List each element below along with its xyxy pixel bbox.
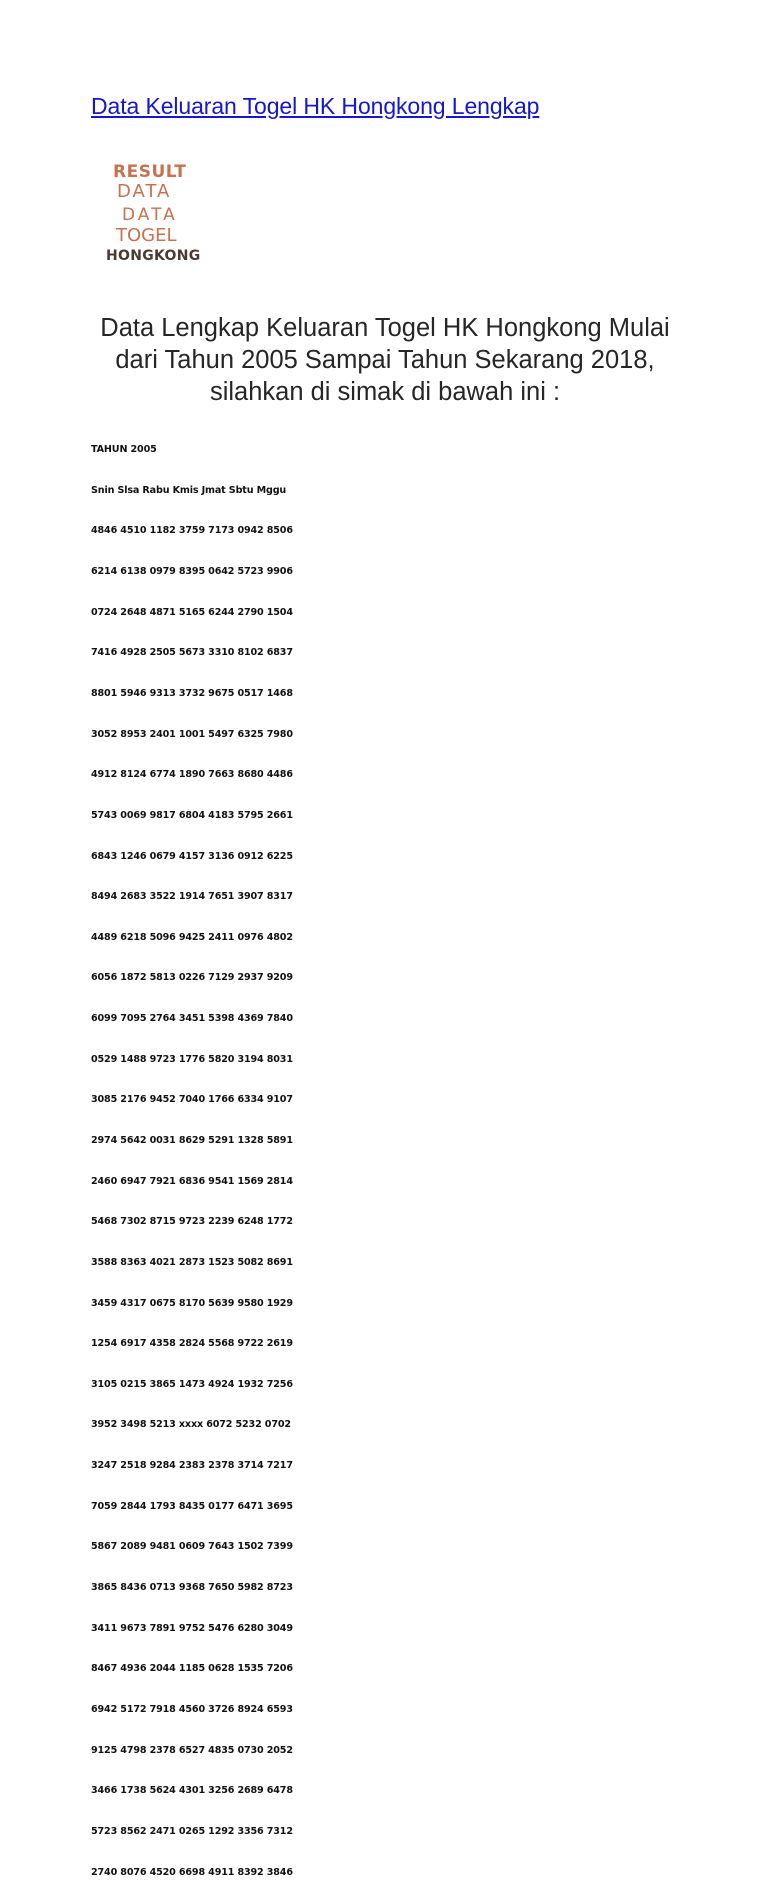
page-heading: Data Lengkap Keluaran Togel HK Hongkong Mulai dari Tahun 2005 Sampai Tahun Sekarang 2018, silahkan di simak di bawah ini : (100, 314, 670, 406)
table-row: 6099 7095 2764 3451 5398 4369 7840 (91, 1013, 293, 1025)
table-row: 3052 8953 2401 1001 5497 6325 7980 (91, 728, 293, 740)
table-row: 4846 4510 1182 3759 7173 0942 8506 (91, 525, 293, 537)
table-year-label: TAHUN 2005 (91, 444, 157, 456)
table-row: 5743 0069 9817 6804 4183 5795 2661 (91, 809, 293, 821)
table-row: 5468 7302 8715 9723 2239 6248 1772 (91, 1216, 293, 1228)
article-title-link[interactable]: Data Keluaran Togel HK Hongkong Lengkap (91, 93, 540, 119)
table-row: 2460 6947 7921 6836 9541 1569 2814 (91, 1175, 293, 1187)
result-table (91, 416, 293, 1893)
table-row: 8801 5946 9313 3732 9675 0517 1468 (91, 687, 293, 699)
table-header-days: Snin Slsa Rabu Kmis Jmat Sbtu Mggu (91, 484, 287, 496)
logo-line-result: RESULT (113, 162, 187, 182)
table-row: 6942 5172 7918 4560 3726 8924 6593 (91, 1703, 293, 1715)
logo-caption-hongkong: HONGKONG (106, 248, 201, 264)
table-row: 3459 4317 0675 8170 5639 9580 1929 (91, 1297, 293, 1309)
table-row: 5867 2089 9481 0609 7643 1502 7399 (91, 1541, 293, 1553)
table-row: 3411 9673 7891 9752 5476 6280 3049 (91, 1622, 293, 1634)
logo-line-data: DATA (117, 181, 172, 202)
table-row: 3247 2518 9284 2383 2378 3714 7217 (91, 1460, 293, 1472)
table-row: 0529 1488 9723 1776 5820 3194 8031 (91, 1053, 293, 1065)
table-row: 3865 8436 0713 9368 7650 5982 8723 (91, 1582, 293, 1594)
table-row: 8467 4936 2044 1185 0628 1535 7206 (91, 1663, 293, 1675)
table-row: 3952 3498 5213 xxxx 6072 5232 0702 (91, 1419, 291, 1431)
table-row: 2974 5642 0031 8629 5291 1328 5891 (91, 1134, 293, 1146)
table-row: 6214 6138 0979 8395 0642 5723 9906 (91, 566, 293, 578)
table-row: 3105 0215 3865 1473 4924 1932 7256 (91, 1378, 293, 1390)
table-row: 3466 1738 5624 4301 3256 2689 6478 (91, 1785, 293, 1797)
table-row: 2740 8076 4520 6698 4911 8392 3846 (91, 1866, 293, 1878)
logo-line-togel: TOGEL (116, 225, 177, 246)
table-row: 1254 6917 4358 2824 5568 9722 2619 (91, 1338, 293, 1350)
table-row: 6056 1872 5813 0226 7129 2937 9209 (91, 972, 293, 984)
table-row: 4912 8124 6774 1890 7663 8680 4486 (91, 769, 293, 781)
result-data-togel-hongkong-logo (100, 150, 230, 268)
table-row: 3588 8363 4021 2873 1523 5082 8691 (91, 1256, 293, 1268)
table-row: 7059 2844 1793 8435 0177 6471 3695 (91, 1500, 293, 1512)
table-row: 9125 4798 2378 6527 4835 0730 2052 (91, 1744, 293, 1756)
table-row: 8494 2683 3522 1914 7651 3907 8317 (91, 891, 293, 903)
logo-line-data-2: DATA (122, 205, 178, 225)
table-row: 5723 8562 2471 0265 1292 3356 7312 (91, 1825, 293, 1837)
table-row: 4489 6218 5096 9425 2411 0976 4802 (91, 931, 293, 943)
table-row: 3085 2176 9452 7040 1766 6334 9107 (91, 1094, 293, 1106)
table-row: 7416 4928 2505 5673 3310 8102 6837 (91, 647, 293, 659)
table-row: 0724 2648 4871 5165 6244 2790 1504 (91, 606, 293, 618)
table-row: 6843 1246 0679 4157 3136 0912 6225 (91, 850, 293, 862)
